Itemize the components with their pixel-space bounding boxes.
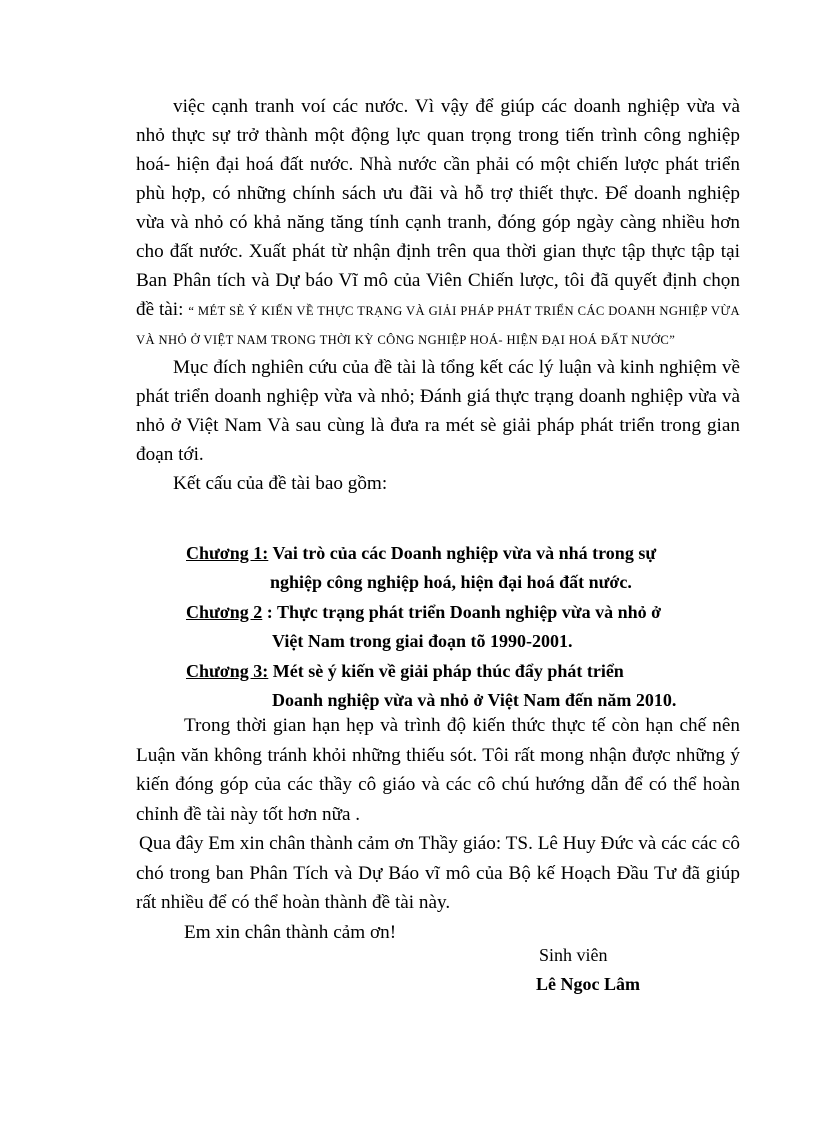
chapter-label: Chương 1: — [186, 543, 269, 563]
chapter-item — [186, 598, 746, 656]
thanks-paragraph: Qua đây Em xin chân thành cảm ơn Thầy giáo: TS. Lê Huy Đức và các các cô chó trong ban Phân Tích và Dự Báo vĩ mô của Bộ kế Hoạch Đầu Tư đã giúp rất nhiều để có thể hoàn thành đề tài này. — [136, 833, 740, 913]
intro-text: việc cạnh tranh voí các nước. Vì vậy để giúp các doanh nghiệp vừa và nhỏ thực sự trở thành một động lực quan trọng trong tiến trình công nghiệp hoá- hiện đại hoá đất nước. Nhà nước cần phải có một chiến lược phát triển phù hợp, có những chính sách ưu đãi và hỗ trợ thiết thực. Để doanh nghiệp vừa và nhỏ có khả năng tăng tính cạnh tranh, đóng góp ngày càng nhiều hơn cho đất nước. Xuất phát từ nhận định trên qua thời gian thực tập thực tập tại Ban Phân tích và Dự báo Vĩ mô của Viên Chiến lược, tôi đã quyết định chọn đề tài: — [136, 96, 740, 320]
signature-name: Lê Ngoc Lâm — [536, 974, 640, 994]
chapter-title: Vai trò của các Doanh nghiệp vừa và nhá trong sự — [268, 543, 657, 563]
structure-intro: Kết cấu của đề tài bao gồm: — [173, 473, 388, 494]
chapter-item — [186, 657, 746, 715]
chapter-list — [186, 539, 746, 716]
intro-paragraph — [136, 92, 740, 353]
chapter-label: Chương 3: — [186, 661, 269, 681]
chapter-label: Chương 2 — [186, 602, 263, 622]
topic-title: “ MÉT SÈ Ý KIẾN VỀ THỰC TRẠNG VÀ GIẢI PHÁP PHÁT TRIỂN CÁC DOANH NGHIỆP VỪA VÀ NHỎ Ở VIỆT NAM TRONG THỜI KỲ CÔNG NGHIỆP HOÁ- HIỆN ĐẠI HOÁ ĐẤT NƯỚC” — [136, 304, 741, 347]
limitation-paragraph: Trong thời gian hạn hẹp và trình độ kiến thức thực tế còn hạn chế nên Luận văn không tránh khỏi những thiếu sót. Tôi rất mong nhận được những ý kiến đóng góp của các thầy cô giáo và các cô chú hướng dẫn để có thể hoàn chỉnh đề tài này tốt hơn nữa . — [136, 715, 740, 825]
signature-block — [536, 941, 640, 999]
closing-text — [136, 711, 740, 947]
chapter-title-continued: Doanh nghiệp vừa và nhỏ ở Việt Nam đến năm 2010. — [272, 690, 677, 710]
purpose-paragraph: Mục đích nghiên cứu của đề tài là tổng kết các lý luận và kinh nghiệm về phát triển doanh nghiệp vừa và nhỏ; Đánh giá thực trạng doanh nghiệp vừa và nhỏ ở Việt Nam Và sau cùng là đưa ra mét sè giải pháp phát triển trong gian đoạn tới. — [136, 357, 740, 465]
chapter-title-continued: Việt Nam trong giai đoạn tõ 1990-2001. — [272, 631, 573, 651]
closing-line: Em xin chân thành cảm ơn! — [184, 921, 397, 943]
chapter-title: : Thực trạng phát triển Doanh nghiệp vừa và nhỏ ở — [262, 602, 662, 622]
chapter-item — [186, 539, 746, 597]
body-text — [136, 92, 740, 498]
chapter-title: Mét sè ý kiến về giải pháp thúc đẩy phát triển — [268, 661, 624, 681]
chapter-title-continued: nghiệp công nghiệp hoá, hiện đại hoá đất nước. — [270, 572, 632, 592]
signature-role: Sinh viên — [539, 945, 608, 965]
